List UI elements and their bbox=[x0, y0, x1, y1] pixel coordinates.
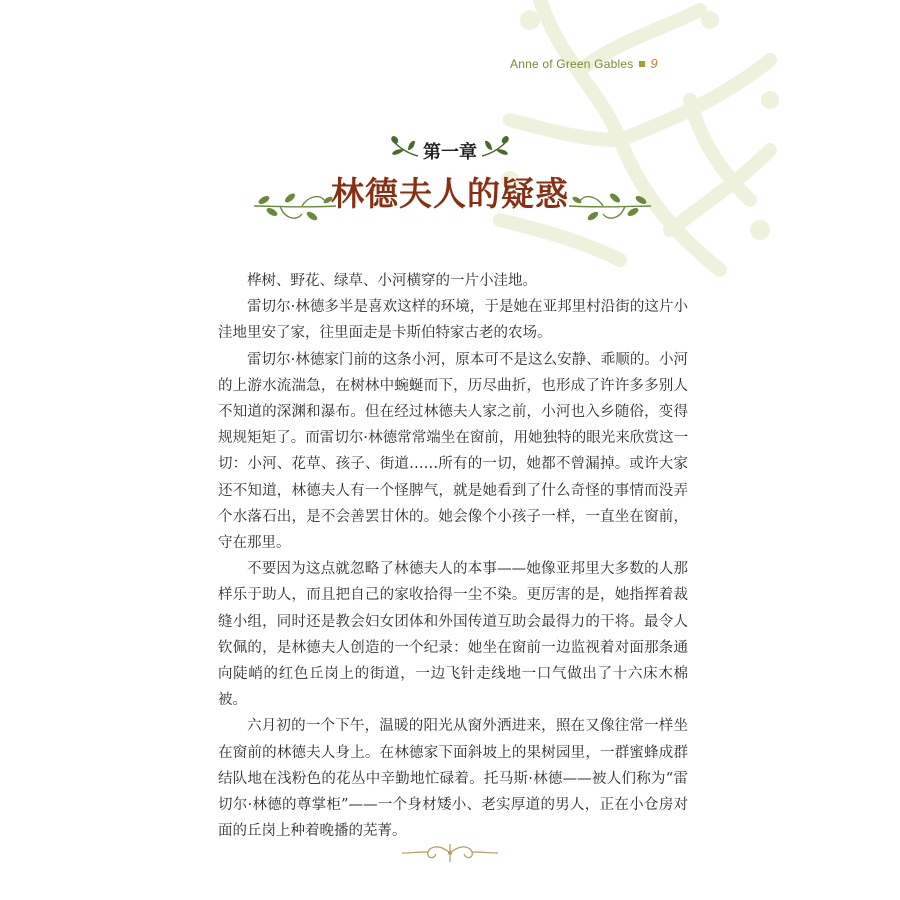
square-bullet-icon bbox=[639, 61, 645, 67]
paragraph: 桦树、野花、绿草、小河横穿的一片小洼地。 bbox=[247, 273, 537, 289]
running-header bbox=[510, 56, 690, 76]
bottom-flourish-ornament bbox=[400, 840, 500, 866]
chapter-label: 第一章 bbox=[423, 142, 477, 162]
paragraph: 六月初的一个下午，温暖的阳光从窗外洒进来，照在又像往常一样坐在窗前的林德夫人身上。在林德家下面斜坡上的果树园里，一群蜜蜂成群结队地在浅粉色的花丛中辛勤地忙碌着。托马斯·林德——被人们称为“雷切尔·林德的尊掌柜”——一个身材矮小、老实厚道的男人，正在小仓房对面的丘岗上种着晚播的芜菁。 bbox=[218, 718, 688, 840]
chapter-title: 林德夫人的疑惑 bbox=[331, 175, 569, 212]
paragraph: 不要因为这点就忽略了林德夫人的本事——她像亚邦里大多数的人那样乐于助人，而且把自己的家收拾得一尘不染。更厉害的是，她指挥着裁缝小组，同时还是教会妇女团体和外国传道互助会最得力的干将。最令人钦佩的，是林德夫人创造的一个纪录：她坐在窗前一边监视着对面那条通向陡峭的红色丘岗上的街道，一边飞针走线地一口气做出了十六床木棉被。 bbox=[218, 561, 688, 709]
paragraph: 雷切尔·林德家门前的这条小河，原本可不是这么安静、乖顺的。小河的上游水流湍急，在树林中蜿蜒而下，历尽曲折，也形成了许许多多别人不知道的深渊和瀑布。但在经过林德夫人家之前，小河也入乡随俗，变得规规矩矩了。而雷切尔·林德常常端坐在窗前，用她独特的眼光来欣赏这一切：小河、花草、孩子、街道……所有的一切，她都不曾漏掉。或许大家还不知道，林德夫人有一个怪脾气，就是她看到了什么奇怪的事情而没弄个水落石出，是不会善罢甘休的。她会像个小孩子一样，一直坐在窗前，守在那里。 bbox=[218, 351, 688, 552]
page-number: 9 bbox=[650, 56, 658, 71]
right-leaf-icon bbox=[478, 134, 512, 164]
paragraph: 雷切尔·林德多半是喜欢这样的环境，于是她在亚邦里村沿街的这片小洼地里安了家，往里面走是卡斯伯特家古老的农场。 bbox=[218, 299, 688, 342]
right-vine-decoration bbox=[565, 176, 655, 236]
chapter-body bbox=[218, 268, 688, 848]
book-title: Anne of Green Gables bbox=[510, 57, 634, 71]
